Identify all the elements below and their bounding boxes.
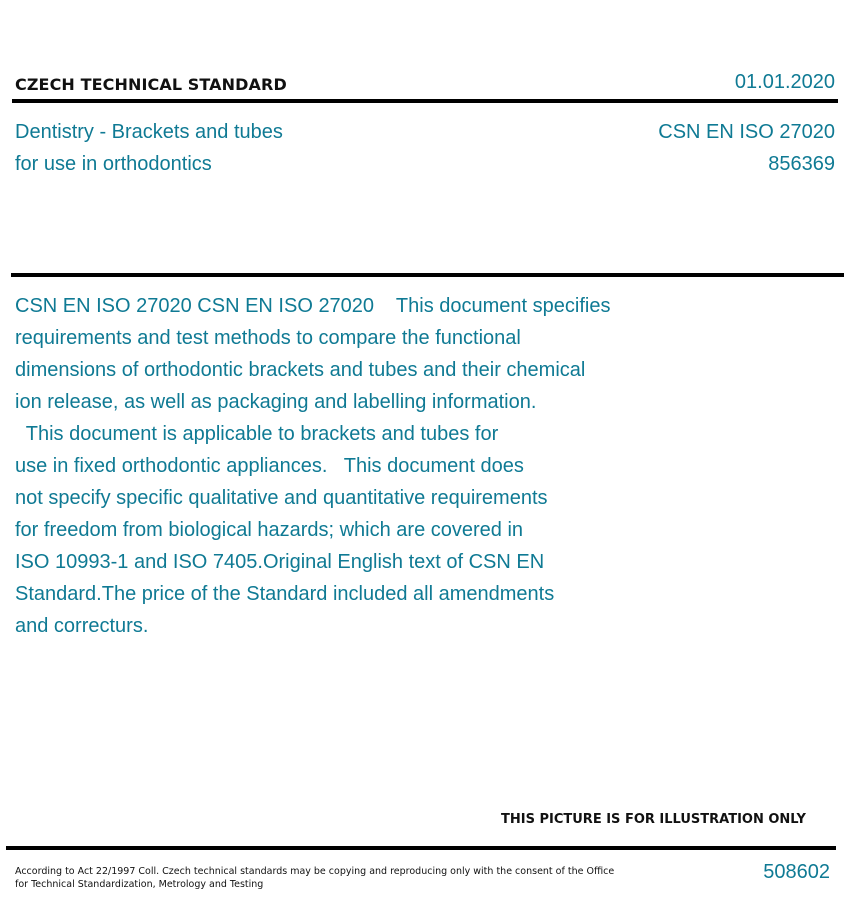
standard-title-line: Dentistry - Brackets and tubes <box>15 121 283 143</box>
description-line: requirements and test methods to compare the functional <box>15 327 521 349</box>
description-line: for freedom from biological hazards; which are covered in <box>15 519 524 541</box>
description-line: Standard.The price of the Standard included all amendments <box>15 583 555 605</box>
legal-notice-line: According to Act 22/1997 Coll. Czech technical standards may be copying and reproducing only with the consent of the Office <box>15 866 615 877</box>
description-line: CSN EN ISO 27020 CSN EN ISO 27020 This document specifies <box>15 295 611 317</box>
standard-title <box>15 116 283 180</box>
standard-type-heading: CZECH TECHNICAL STANDARD <box>15 75 287 94</box>
effective-date: 01.01.2020 <box>734 71 835 93</box>
legal-notice-line: for Technical Standardization, Metrology and Testing <box>15 879 264 890</box>
catalog-number: 856369 <box>768 153 835 175</box>
description-line: use in fixed orthodontic appliances. This document does <box>15 455 524 477</box>
description-line: This document is applicable to brackets and tubes for <box>15 423 499 445</box>
title-divider <box>11 273 844 277</box>
description-line: and correcturs. <box>15 615 149 637</box>
description-line: ion release, as well as packaging and labelling information. <box>15 391 537 413</box>
standard-identifiers <box>658 116 835 180</box>
footer-divider <box>6 846 836 850</box>
legal-notice <box>15 865 614 891</box>
description-line: dimensions of orthodontic brackets and tubes and their chemical <box>15 359 586 381</box>
standard-description <box>15 290 675 642</box>
description-line: ISO 10993-1 and ISO 7405.Original English text of CSN EN <box>15 551 545 573</box>
standard-title-line: for use in orthodontics <box>15 153 212 175</box>
description-line: not specify specific qualitative and quantitative requirements <box>15 487 548 509</box>
product-code: 508602 <box>763 861 830 883</box>
header-divider <box>12 99 838 103</box>
illustration-note: THIS PICTURE IS FOR ILLUSTRATION ONLY <box>501 812 806 827</box>
standard-number: CSN EN ISO 27020 <box>658 121 835 143</box>
